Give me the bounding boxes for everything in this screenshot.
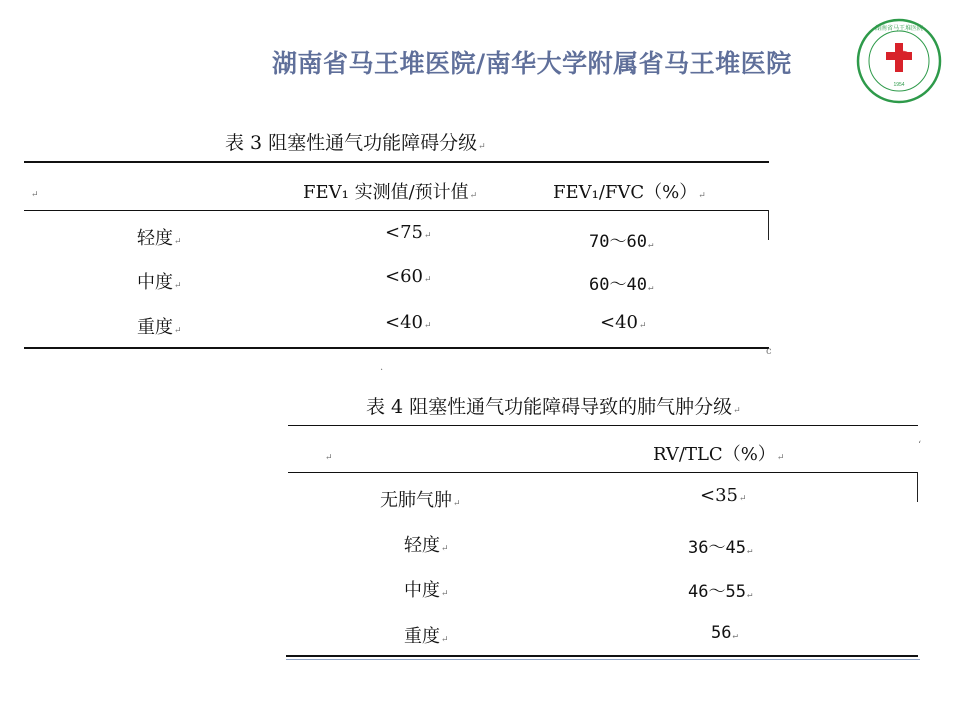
table3-caption-text: 表 3 阻塞性通气功能障碍分级 xyxy=(225,132,478,154)
value-text: 60～40 xyxy=(589,275,647,295)
table3-header-col1 xyxy=(303,178,477,204)
logo-year: 1954 xyxy=(893,82,905,88)
table3-caption xyxy=(225,128,486,155)
table3-row-v1 xyxy=(385,312,432,333)
table3-top-rule xyxy=(24,161,769,163)
stray-mark: ‘ xyxy=(918,440,922,451)
stray-mark: . xyxy=(380,362,384,373)
table4-top-rule xyxy=(288,425,918,426)
table4-row-grade xyxy=(404,531,449,557)
return-mark: ↵ xyxy=(441,589,449,599)
value-text: 46～55 xyxy=(688,582,746,602)
return-mark: ↵ xyxy=(453,499,461,509)
return-mark: ↵ xyxy=(325,453,333,463)
logo-ring-text: 湖南省马王堆医院 xyxy=(874,26,924,32)
return-mark: ↵ xyxy=(478,142,486,152)
return-mark: ↵ xyxy=(732,631,738,641)
return-mark: ↵ xyxy=(424,231,432,241)
return-mark: ↵ xyxy=(424,321,432,331)
grade-label: 轻度 xyxy=(137,228,173,249)
value-text: <40 xyxy=(600,312,638,333)
return-mark: ↵ xyxy=(31,190,39,200)
table3-row-grade xyxy=(137,268,182,294)
table3-row-grade xyxy=(137,224,182,250)
return-mark: ↵ xyxy=(739,494,747,504)
table3-col2-label: FEV₁/FVC（%） xyxy=(553,182,698,203)
table4-caption xyxy=(366,392,741,419)
table4-row-grade xyxy=(404,622,449,648)
grade-label: 轻度 xyxy=(404,535,440,556)
table4-row-value xyxy=(688,577,752,602)
value-text: 36～45 xyxy=(688,538,746,558)
return-mark: ↵ xyxy=(746,590,753,600)
grade-label: 无肺气肿 xyxy=(380,490,452,511)
table4-bottom-rule xyxy=(286,655,918,657)
grade-label: 重度 xyxy=(404,626,440,647)
return-mark: ↵ xyxy=(441,544,449,554)
table4-bottom-shadow xyxy=(286,659,920,660)
value-text: 70～60 xyxy=(589,232,647,252)
table4-row-value xyxy=(688,533,752,558)
return-mark: ↵ xyxy=(441,635,449,645)
table3-row-v2 xyxy=(589,270,653,295)
table3-header-rule xyxy=(24,210,769,211)
value-text: <60 xyxy=(385,266,423,287)
return-mark: ↵ xyxy=(424,275,432,285)
table3-row-v2 xyxy=(600,312,647,333)
value-text: 56 xyxy=(711,623,732,643)
return-mark: ↵ xyxy=(174,237,182,247)
table4-header-col1 xyxy=(653,440,784,466)
return-mark: ↵ xyxy=(698,191,706,201)
table3-row-v1 xyxy=(385,222,432,243)
return-mark: ↵ xyxy=(647,240,654,250)
return-mark: ↵ xyxy=(647,283,654,293)
grade-label: 重度 xyxy=(137,317,173,338)
table4-header-rule xyxy=(288,472,918,473)
table3-row-v1 xyxy=(385,266,432,287)
table4-header-empty xyxy=(324,444,333,465)
return-mark: ↵ xyxy=(174,326,182,336)
table3-row-v2 xyxy=(589,227,653,252)
value-text: <35 xyxy=(700,485,738,506)
return-mark: ↵ xyxy=(469,191,478,201)
table3-col1-label: FEV₁ 实测值/预计值 xyxy=(303,182,469,203)
table3-edge-tick xyxy=(768,210,769,240)
grade-label: 中度 xyxy=(137,272,173,293)
table4-row-grade xyxy=(380,486,461,512)
table4-row-value xyxy=(700,485,747,506)
value-text: <75 xyxy=(385,222,423,243)
return-mark: ↵ xyxy=(639,321,647,331)
table4-row-value xyxy=(711,623,738,643)
table3-row-grade xyxy=(137,313,182,339)
table4-col1-label: RV/TLC（%） xyxy=(653,444,776,465)
hospital-logo xyxy=(856,18,942,104)
stray-mark: c xyxy=(766,346,772,357)
table3-bottom-rule xyxy=(24,347,769,349)
return-mark: ↵ xyxy=(733,406,741,416)
return-mark: ↵ xyxy=(746,546,753,556)
table3-header-col2 xyxy=(553,178,706,204)
return-mark: ↵ xyxy=(776,453,785,463)
grade-label: 中度 xyxy=(404,580,440,601)
table4-row-grade xyxy=(404,576,449,602)
table4-caption-text: 表 4 阻塞性通气功能障碍导致的肺气肿分级 xyxy=(366,396,733,418)
table3-header-empty xyxy=(30,181,39,202)
value-text: <40 xyxy=(385,312,423,333)
return-mark: ↵ xyxy=(174,281,182,291)
page-title: 湖南省马王堆医院/南华大学附属省马王堆医院 xyxy=(272,49,792,78)
table4-edge-tick xyxy=(917,472,918,502)
